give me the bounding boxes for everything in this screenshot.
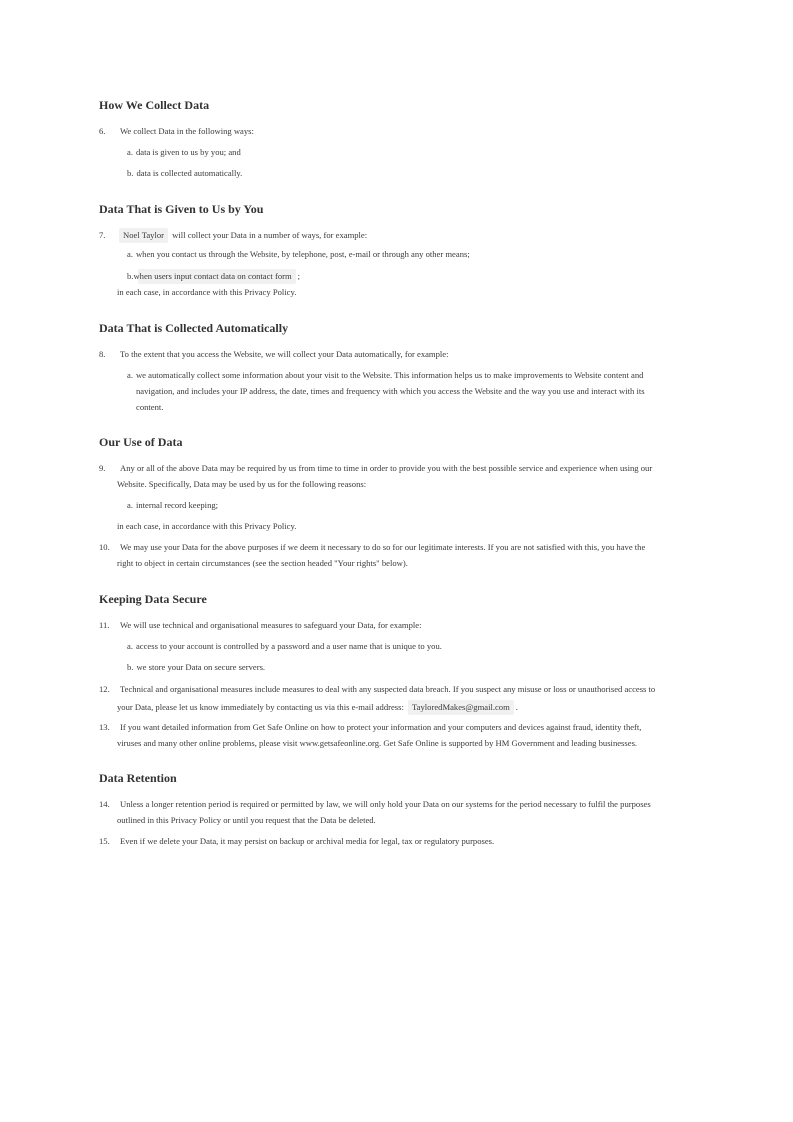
section-heading: Our Use of Data bbox=[99, 435, 183, 449]
section-heading: Data Retention bbox=[99, 771, 177, 785]
clause-14: 14. Unless a longer retention period is required or permitted by law, we will only hold your Data on our systems for the period necessary to fulfil the purposes outlined in this Privacy Policy or until you request that the Data be deleted. bbox=[99, 799, 651, 825]
section-heading: Data That is Collected Automatically bbox=[99, 321, 289, 335]
clause-7-note: in each case, in accordance with this Privacy Policy. bbox=[117, 287, 297, 297]
section-heading: How We Collect Data bbox=[99, 98, 210, 112]
clause-7a: a. when you contact us through the Website, by telephone, post, e-mail or through any other means; bbox=[127, 249, 470, 259]
contact-email-field: TayloredMakes@gmail.com bbox=[408, 700, 514, 715]
section-heading: Keeping Data Secure bbox=[99, 592, 207, 606]
clause-9-note: in each case, in accordance with this Privacy Policy. bbox=[117, 521, 297, 531]
clause-11a: a. access to your account is controlled by a password and a user name that is unique to you. bbox=[127, 641, 442, 651]
clause-13: 13. If you want detailed information from Get Safe Online on how to protect your information and your computers and devices against fraud, identity theft, viruses and many other online problems, please visit www.getsafeonline.org. Get Safe Online is supported by HM Government and leading businesses. bbox=[99, 722, 642, 748]
clause-12: 12. Technical and organisational measures include measures to deal with any suspected data breach. If you suspect any misuse or loss or unauthorised access to your Data, please let us know immediately by contacting us via this e-mail address: TayloredMakes@gmail.com . bbox=[99, 680, 659, 716]
clause-6: 6. We collect Data in the following ways: bbox=[99, 126, 254, 136]
clause-6a: a. data is given to us by you; and bbox=[127, 147, 241, 157]
clause-6b: b. data is collected automatically. bbox=[127, 168, 243, 178]
clause-11: 11. We will use technical and organisational measures to safeguard your Data, for example: bbox=[99, 620, 422, 630]
clause-7: 7. Noel Taylor will collect your Data in a number of ways, for example: bbox=[99, 227, 659, 243]
clause-9a: a. internal record keeping; bbox=[127, 500, 219, 510]
clause-8a: a. we automatically collect some information about your visit to the Website. This information helps us to make improvements to Website content and navigation, and includes your IP address, the date, times and frequency with which you access the Website and the way you use and interact with its content. bbox=[127, 370, 645, 412]
business-name-field: Noel Taylor bbox=[119, 228, 168, 243]
clause-15: 15. Even if we delete your Data, it may persist on backup or archival media for legal, tax or regulatory purposes. bbox=[99, 836, 495, 846]
section-heading: Data That is Given to Us by You bbox=[99, 202, 264, 216]
collection-method-field: when users input contact data on contact form bbox=[138, 269, 295, 284]
clause-9: 9. Any or all of the above Data may be required by us from time to time in order to provide you with the best possible service and experience when using our Website. Specifically, Data may be used by us for the following reasons: bbox=[99, 463, 653, 489]
clause-7b: b.when users input contact data on contact form ; bbox=[127, 268, 659, 284]
privacy-policy-page bbox=[99, 96, 659, 849]
clause-11b: b. we store your Data on secure servers. bbox=[127, 662, 266, 672]
clause-8: 8. To the extent that you access the Website, we will collect your Data automatically, for example: bbox=[99, 349, 449, 359]
clause-10: 10. We may use your Data for the above purposes if we deem it necessary to do so for our legitimate interests. If you are not satisfied with this, you have the right to object in certain circumstances (see the section headed "Your rights" below). bbox=[99, 542, 646, 568]
